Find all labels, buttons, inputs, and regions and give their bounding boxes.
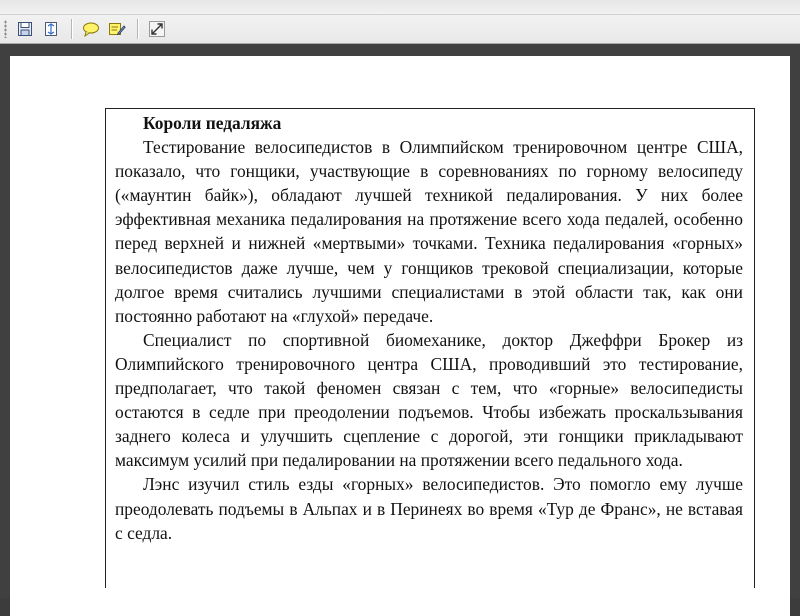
document-content bbox=[115, 111, 743, 545]
document-viewer[interactable] bbox=[0, 44, 800, 598]
text-frame bbox=[105, 108, 755, 588]
note-edit-button[interactable] bbox=[106, 18, 128, 40]
paragraph-3: Лэнс изучил стиль езды «горных» велосипедистов. Это помогло ему лучше преодолевать подъемы в Альпах и в Перинеях во время «Тур де Франс», не вставая с седла. bbox=[115, 474, 743, 543]
page-fit-icon bbox=[43, 21, 59, 37]
toolbar bbox=[0, 0, 800, 44]
toolbar-grip[interactable] bbox=[4, 20, 7, 38]
save-icon bbox=[17, 21, 33, 37]
page-fit-button[interactable] bbox=[40, 18, 62, 40]
expand-icon bbox=[149, 21, 165, 37]
toolbar-top-strip bbox=[0, 0, 800, 15]
toolbar-separator bbox=[71, 19, 73, 39]
paragraph-1: Тестирование велосипедистов в Олимпийском тренировочном центре США, показало, что гонщики, участвующие в соревнованиях по горному велосипеду («маунтин байк»), обладают лучшей техникой педалирования. У них более эффективная механика педалирования на протяжение всего хода педалей, особенно перед верхней и нижней «мертвыми» точками. Техника педалирования «горных» велосипедистов даже лучше, чем у гонщиков трековой специализации, которые долгое время считались лучшими специалистами в этой области так, как они постоянно работают на «глухой» передаче. bbox=[115, 137, 743, 326]
note-edit-icon bbox=[108, 21, 126, 37]
expand-button[interactable] bbox=[146, 18, 168, 40]
paragraph-2: Специалист по спортивной биомеханике, доктор Джеффри Брокер из Олимпийского тренировочного центра США, проводивший это тестирование, предполагает, что такой феномен связан с тем, что «горные» велосипедисты остаются в седле при преодолении подъемов. Чтобы избежать проскальзывания заднего колеса и улучшить сцепление с дорогой, эти гонщики прикладывают максимум усилий при педалировании на протяжении всего педального хода. bbox=[115, 329, 743, 471]
document-page bbox=[10, 56, 790, 616]
document-title: Короли педаляжа bbox=[143, 113, 282, 133]
toolbar-separator bbox=[137, 19, 139, 39]
comment-icon bbox=[82, 21, 100, 37]
save-button[interactable] bbox=[14, 18, 36, 40]
comment-button[interactable] bbox=[80, 18, 102, 40]
